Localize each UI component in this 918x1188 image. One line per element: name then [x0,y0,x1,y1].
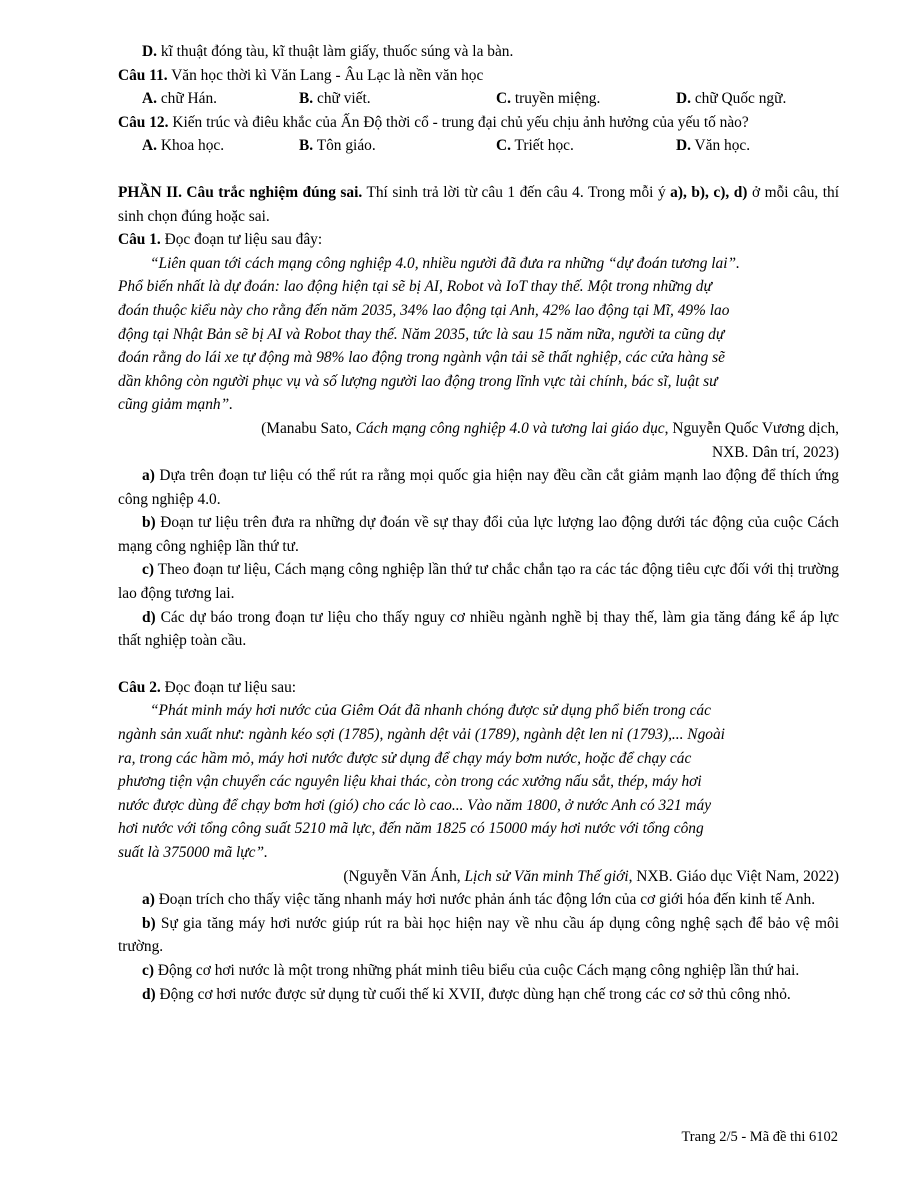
question-1-excerpt: “Liên quan tới cách mạng công nghiệp 4.0, nhiều người đã đưa ra những “dự đoán tương lai”. Phổ biến nhất là dự đoán: lao động hiện tại sẽ bị AI, Robot và IoT thay thế. Một trong những dự đoán thuộc kiểu này cho rằng đến năm 2035, 34% lao động tại Anh, 42% lao động tại Mĩ, 49% lao động tại Nhật Bản sẽ bị AI và Robot thay thế. Năm 2035, tức là sau 15 năm nữa, người ta cũng dự đoán rằng do lái xe tự động mà 98% lao động trong ngành vận tải sẽ thất nghiệp, các cửa hàng sẽ dần không còn người phục vụ và số lượng người lao động trong lĩnh vực tài chính, bác sĩ, luật sư cũng giảm mạnh”. [118,254,740,414]
question-11: Câu 11. Văn học thời kì Văn Lang - Âu Lạc là nền văn học [118,66,484,84]
statement-d: d) Động cơ hơi nước được sử dụng từ cuối thế kỉ XVII, được dùng hạn chế trong các cơ sở thủ công nhỏ. [142,985,791,1003]
question-2-statements [118,888,839,1006]
statement-b: b) Sự gia tăng máy hơi nước giúp rút ra bài học hiện nay về nhu cầu áp dụng công nghệ sạch để bảo vệ môi trường. [118,914,839,956]
statement-a: a) Dựa trên đoạn tư liệu có thể rút ra rằng mọi quốc gia hiện nay đều cần cắt giảm mạnh lao động để thích ứng công nghiệp 4.0. [118,467,839,508]
option-b: B. Tôn giáo. [299,137,376,155]
statement-a: a) Đoạn trích cho thấy việc tăng nhanh máy hơi nước phản ánh tác động lớn của cơ giới hóa đến kinh tế Anh. [142,891,816,909]
question-1-source: (Manabu Sato, Cách mạng công nghiệp 4.0 và tương lai giáo dục, Nguyễn Quốc Vương dịch, NXB. Dân trí, 2023) [261,419,839,461]
question-12-options [118,134,839,158]
question-1-title: Câu 1. Đọc đoạn tư liệu sau đây: [118,231,323,249]
question-12: Câu 12. Kiến trúc và điêu khắc của Ấn Độ thời cổ - trung đại chủ yếu chịu ảnh hưởng của yếu tố nào? [118,113,749,131]
option-d: D. Văn học. [676,137,751,155]
question-2-source: (Nguyễn Văn Ánh, Lịch sử Văn minh Thế giới, NXB. Giáo dục Việt Nam, 2022) [343,867,839,885]
q10-option-d: D. kĩ thuật đóng tàu, kĩ thuật làm giấy, thuốc súng và la bàn. [142,43,514,60]
option-b: B. chữ viết. [299,90,371,108]
page-footer: Trang 2/5 - Mã đề thi 6102 [681,1129,838,1145]
statement-b: b) Đoạn tư liệu trên đưa ra những dự đoán về sự thay đổi của lực lượng lao động dưới tác động của cuộc Cách mạng công nghiệp lần thứ tư. [118,514,839,555]
option-c: C. Triết học. [496,137,574,155]
question-2-title: Câu 2. Đọc đoạn tư liệu sau: [118,678,297,696]
option-a: A. Khoa học. [142,137,225,155]
exam-page [118,40,839,1006]
part-2-heading: PHẦN II. Câu trắc nghiệm đúng sai. Thí sinh trả lời từ câu 1 đến câu 4. Trong mỗi ý a), b), c), d) ở mỗi câu, thí sinh chọn đúng hoặc sai. [118,183,839,225]
question-11-options [118,87,839,111]
option-a: A. chữ Hán. [142,90,218,108]
statement-c: c) Theo đoạn tư liệu, Cách mạng công nghiệp lần thứ tư chắc chắn tạo ra các tác động tiêu cực đối với thị trường lao động tương lai. [118,561,839,603]
statement-c: c) Động cơ hơi nước là một trong những phát minh tiêu biểu của cuộc Cách mạng công nghiệp lần thứ hai. [142,961,800,979]
statement-d: d) Các dự báo trong đoạn tư liệu cho thấy nguy cơ nhiều ngành nghề bị thay thế, làm gia tăng đáng kể áp lực thất nghiệp toàn cầu. [118,608,839,650]
option-d: D. chữ Quốc ngữ. [676,90,787,108]
question-2-excerpt: “Phát minh máy hơi nước của Giêm Oát đã nhanh chóng được sử dụng phổ biến trong các ngành sản xuất như: ngành kéo sợi (1785), ngành dệt vải (1789), ngành dệt len nỉ (1793),... Ngoài ra, trong các hầm mỏ, máy hơi nước được sử dụng để chạy máy bơm nước, hoặc để chạy các phương tiện vận chuyển các nguyên liệu khai thác, còn trong các xưởng nấu sắt, thép, máy hơi nước được dùng để chạy bơm hơi (gió) cho các lò cao... Vào năm 1800, ở nước Anh có 321 máy hơi nước với tổng công suất 5210 mã lực, đến năm 1825 có 15000 máy hơi nước với tổng công suất là 375000 mã lực”. [118,702,725,861]
question-1-statements [118,464,839,653]
option-c: C. truyền miệng. [496,90,601,108]
